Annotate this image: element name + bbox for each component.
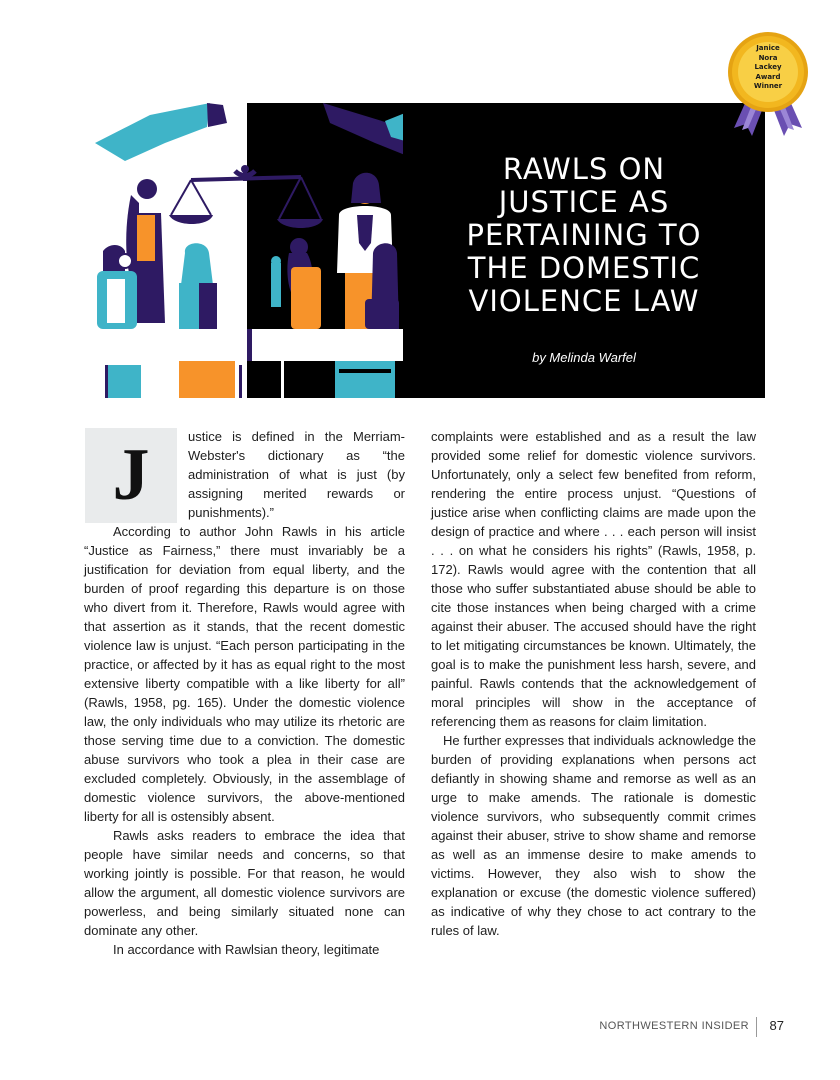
badge-line: Winner bbox=[753, 82, 783, 90]
title-line: THE DOMESTIC bbox=[467, 251, 701, 285]
body-column-right bbox=[431, 427, 756, 940]
title-block bbox=[403, 103, 765, 398]
body-paragraph: Rawls asks readers to embrace the idea that people have similar needs and concerns, so that working jointly is possible. For that reason, he would allow the argument, all domestic violence survivors are powerless, and being similarly situated none can dominate any other. bbox=[84, 828, 405, 938]
title-line: PERTAINING TO bbox=[466, 218, 702, 252]
footer-divider bbox=[756, 1017, 757, 1037]
title-line: VIOLENCE LAW bbox=[468, 284, 700, 318]
badge-line: Lackey bbox=[754, 63, 782, 71]
title-line: JUSTICE AS bbox=[498, 185, 670, 219]
body-paragraph: ustice is defined in the Merriam-Webster's dictionary as “the administration of what is just (by assigning merited rewards or punishments).” bbox=[188, 429, 405, 520]
drop-cap: J bbox=[85, 428, 177, 523]
badge-line: Nora bbox=[758, 53, 778, 62]
body-column-left bbox=[84, 427, 405, 959]
page-footer bbox=[560, 1017, 784, 1037]
body-paragraph: complaints were established and as a result the law provided some relief for domestic violence survivors. Unfortunately, only a select few benefited from reform, rendering the entire process unjust. “Questions of justice arise when conflicting claims are made upon the design of practice and where . . . each person will insist . . . on what he considers his rights” (Rawls, 1958, p. 172). Rawls would agree with the contention that all those who suffer substantiated abuse should be able to cite those instances when being charged with a crime against their abuser. The accused should have the right to let mitigating circumstances be known. Ultimately, the goal is to make the punishment less harsh, severe, and painful. Rawls contends that the acknowledgement of moral principles will show in the acceptance of referencing them as reasons for claim limitation. bbox=[431, 429, 756, 729]
title-line: RAWLS ON bbox=[502, 152, 666, 186]
publication-name: NORTHWESTERN INSIDER bbox=[599, 1020, 749, 1032]
badge-line: Janice bbox=[756, 44, 780, 52]
badge-line: Award bbox=[755, 72, 781, 81]
article-title bbox=[403, 153, 765, 318]
body-paragraph: He further expresses that individuals acknowledge the burden of providing explanations when persons act defiantly in showing shame and remorse as well as an urge to make amends. The rationale is domestic violence survivors, who subsequently commit crimes against their abuser, strive to show shame and remorse as well as an immense desire to make amends to victims. However, they also wish to show the explanation or excuse (the domestic violence suffered) as indicative of why they chose to act contrary to the rules of law. bbox=[431, 733, 756, 938]
body-paragraph: According to author John Rawls in his article “Justice as Fairness,” there must invariably be a justification for deviation from equal liberty, and the burden of proof regarding this departure is on those who divert from it. Therefore, Rawls would agree with that assertion as it stands, that the recent domestic violence law is unjust. “Each person participating in the practice, or affected by it has as equal right to the most extensive liberty compatible with a like liberty for all” (Rawls, 1958, pg. 165). Under the domestic violence law, the only individuals who may utilize its rhetoric are those serving time due to a conviction. The domestic abuse survivors who took a plea in their case are excluded completely. Obviously, in the assemblage of domestic violence survivors, the above-mentioned liberty for all is ostensibly absent. bbox=[84, 524, 405, 824]
body-paragraph: In accordance with Rawlsian theory, legitimate bbox=[113, 942, 380, 957]
page-number: 87 bbox=[769, 1018, 784, 1033]
hero-illustration bbox=[95, 103, 405, 398]
article-byline: by Melinda Warfel bbox=[532, 350, 636, 365]
award-badge-text bbox=[744, 44, 792, 92]
